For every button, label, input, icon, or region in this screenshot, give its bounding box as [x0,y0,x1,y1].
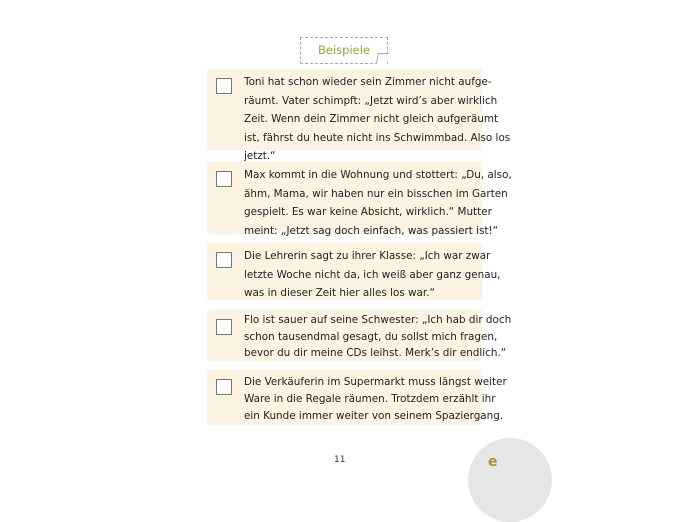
text-line: letzte Woche nicht da, ich weiß aber ganz genau, [244,268,501,281]
section-letter: e [488,454,498,470]
checkbox[interactable] [216,319,232,335]
text-line: schon tausendmal gesagt, du sollst mich fragen, [244,330,498,343]
text-line: gespielt. Es war keine Absicht, wirklich.“ Mutter [244,206,492,218]
example-card [207,243,501,300]
text-line: bevor du dir meine CDs leihst. Merk’s dir endlich.“ [244,347,507,359]
checkbox[interactable] [216,78,232,94]
text-line: Flo ist sauer auf seine Schwester: „Ich hab dir doch [244,314,512,326]
example-text [244,374,507,425]
text-line: Die Verkäuferin im Supermarkt muss längst weiter [244,376,507,388]
text-line: Max kommt in die Wohnung und stottert: „Du, also, [244,169,512,181]
text-line: Ware in die Regale räumen. Trotzdem erzählt ihr [244,393,496,405]
text-line: ein Kunde immer weiter von seinem Spaziergang. [244,410,504,422]
section-marker [468,438,552,522]
text-line: Toni hat schon wieder sein Zimmer nicht aufge- [244,76,492,88]
text-line: räumt. Vater schimpft: „Jetzt wird’s aber wirklich [244,94,498,107]
example-card [207,370,507,425]
examples-heading-label [300,37,388,64]
example-card [207,69,511,162]
text-line: ähm, Mama, wir haben nur ein bisschen im Garten [244,187,508,200]
example-card [207,162,512,237]
heading-text: Beispiele [318,43,370,57]
text-line: was in dieser Zeit hier alles los war.“ [244,287,435,299]
example-text [244,312,512,362]
text-line: ist, fährst du heute nicht ins Schwimmbad. Also los [244,131,511,144]
text-line: Zeit. Wenn dein Zimmer nicht gleich aufgeräumt [244,113,499,125]
text-line: meint: „Jetzt sag doch einfach, was passiert ist!“ [244,224,499,237]
text-line: Die Lehrerin sagt zu ihrer Klasse: „Ich war zwar [244,250,491,262]
example-text [244,166,512,240]
example-card [207,310,512,361]
text-line: jetzt.“ [244,150,276,162]
example-text [244,73,511,166]
checkbox[interactable] [216,252,232,268]
folded-corner [376,53,389,64]
page-number: 11 [334,455,346,465]
example-text [244,247,501,303]
checkbox[interactable] [216,171,232,187]
checkbox[interactable] [216,379,232,395]
